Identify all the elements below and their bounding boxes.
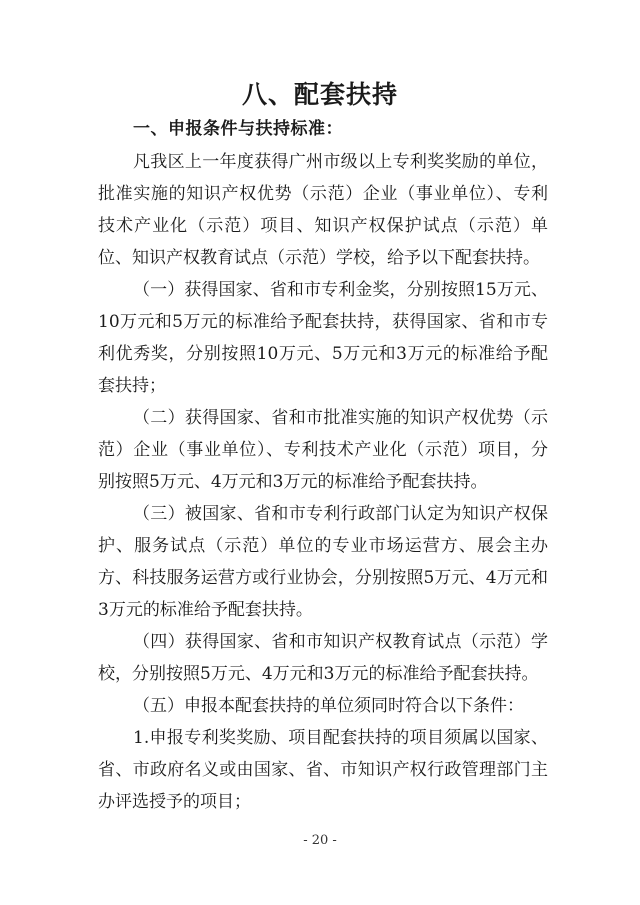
paragraph-condition-1: 1.申报专利奖奖励、项目配套扶持的项目须属以国家、省、市政府名义或由国家、省、市知识产权行政管理部门主办评选授予的项目；	[98, 728, 548, 812]
page-title: 八、配套扶持	[241, 80, 398, 109]
paragraph-item-5: （五）申报本配套扶持的单位须同时符合以下条件：	[133, 696, 524, 716]
paragraph-item-4: （四）获得国家、省和市知识产权教育试点（示范）学校，分别按照5万元、4万元和3万元的标准给予配套扶持。	[98, 632, 548, 684]
paragraph-intro: 凡我区上一年度获得广州市级以上专利奖奖励的单位，批准实施的知识产权优势（示范）企业（事业单位）、专利技术产业化（示范）项目、知识产权保护试点（示范）单位、知识产权教育试点（示范）学校，给予以下配套扶持。	[98, 152, 548, 268]
document-body	[98, 146, 548, 818]
paragraph-item-2: （二）获得国家、省和市批准实施的知识产权优势（示范）企业（事业单位）、专利技术产业化（示范）项目，分别按照5万元、4万元和3万元的标准给予配套扶持。	[98, 408, 548, 492]
page-number: - 20 -	[303, 833, 337, 848]
paragraph-item-1: （一）获得国家、省和市专利金奖，分别按照15万元、10万元和5万元的标准给予配套扶持，获得国家、省和市专利优秀奖，分别按照10万元、5万元和3万元的标准给予配套扶持；	[98, 280, 548, 396]
section-heading: 一、申报条件与扶持标准：	[133, 119, 343, 139]
paragraph-item-3: （三）被国家、省和市专利行政部门认定为知识产权保护、服务试点（示范）单位的专业市场运营方、展会主办方、科技服务运营方或行业协会，分别按照5万元、4万元和3万元的标准给予配套扶持。	[98, 504, 548, 620]
